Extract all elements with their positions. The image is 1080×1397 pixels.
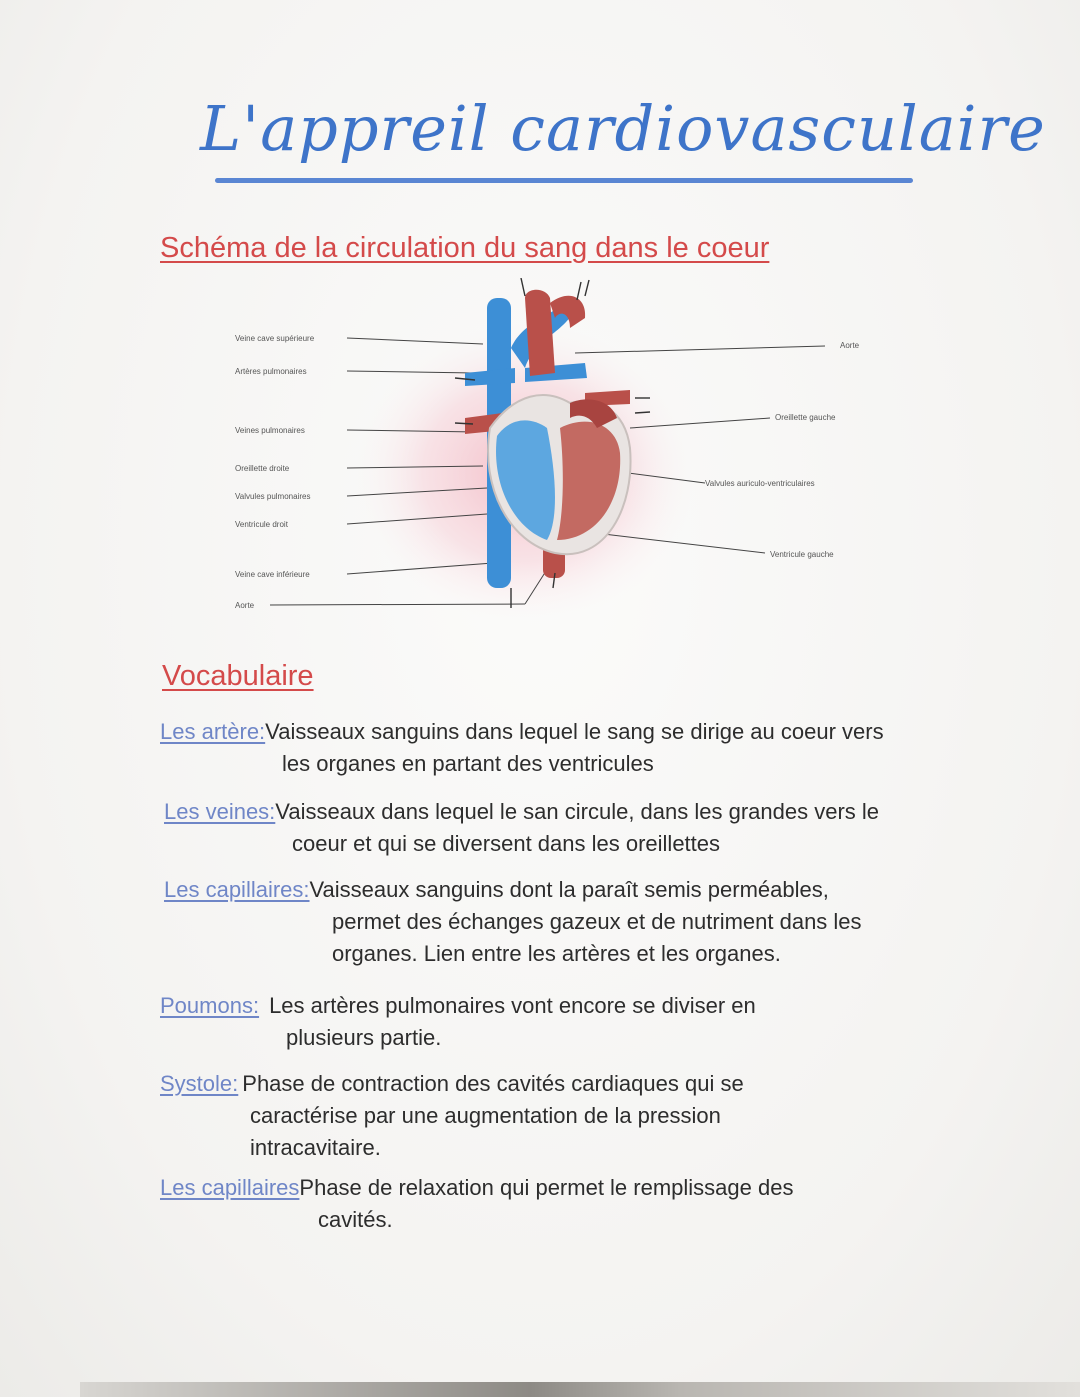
- vocab-term: Les capillaires:: [164, 877, 310, 902]
- vocab-term: Les capillaires: [160, 1175, 300, 1200]
- vocab-entry-capillaires: [164, 874, 862, 970]
- vocab-entry-veines: [164, 796, 879, 860]
- vocab-def-line: les organes en partant des ventricules: [282, 751, 654, 776]
- vocab-def-line: Vaisseaux dans lequel le san circule, dans les grandes vers le: [275, 799, 880, 824]
- vocab-term: Les artère:: [160, 719, 266, 744]
- vocab-term: Poumons:: [160, 993, 260, 1018]
- vocab-def-line: Phase de contraction des cavités cardiaques qui se: [242, 1071, 744, 1096]
- label-oreillette-droite: Oreillette droite: [235, 464, 290, 473]
- vocab-def-line: Vaisseaux sanguins dans lequel le sang se dirige au coeur vers: [265, 719, 884, 744]
- title-underline: [215, 178, 913, 183]
- heart-illustration: [225, 278, 885, 628]
- page-edge-shadow: [80, 1382, 1080, 1397]
- vocab-def-line: Les artères pulmonaires vont encore se diviser en: [269, 993, 756, 1018]
- label-veine-cave-sup: Veine cave supérieure: [235, 334, 315, 343]
- label-arteres-pulmonaires: Artères pulmonaires: [235, 367, 307, 376]
- vocab-def-line: organes. Lien entre les artères et les organes.: [332, 941, 781, 966]
- vocab-term: Les veines:: [164, 799, 276, 824]
- heart-diagram: [225, 278, 885, 628]
- vocab-heading: Vocabulaire: [162, 660, 314, 692]
- vocab-def-line: plusieurs partie.: [286, 1025, 442, 1050]
- label-veines-pulmonaires: Veines pulmonaires: [235, 426, 305, 435]
- schema-heading: Schéma de la circulation du sang dans le coeur: [160, 232, 770, 264]
- vocab-entry-diastole: [160, 1172, 793, 1236]
- vocab-def-line: permet des échanges gazeux et de nutriment dans les: [332, 909, 862, 934]
- vocab-entry-poumons: [160, 990, 756, 1054]
- vocab-term: Systole:: [160, 1071, 239, 1096]
- label-valvules-auriculo: Valvules auriculo-ventriculaires: [705, 479, 815, 488]
- page-title: L'appreil cardiovasculaire: [200, 92, 1046, 165]
- label-valvules-pulmonaires: Valvules pulmonaires: [235, 492, 311, 501]
- vocab-def-line: caractérise par une augmentation de la pression: [250, 1103, 721, 1128]
- vocab-def-line: cavités.: [318, 1207, 393, 1232]
- label-veine-cave-inf: Veine cave inférieure: [235, 570, 310, 579]
- label-oreillette-gauche: Oreillette gauche: [775, 413, 836, 422]
- vocab-def-line: intracavitaire.: [250, 1135, 381, 1160]
- label-ventricule-droit: Ventricule droit: [235, 520, 288, 529]
- vocab-entry-systole: [160, 1068, 744, 1164]
- vocab-entry-arteres: [160, 716, 884, 780]
- vocab-def-line: Vaisseaux sanguins dont la paraît semis perméables,: [309, 877, 829, 902]
- label-ventricule-gauche: Ventricule gauche: [770, 550, 834, 559]
- label-aorte-left: Aorte: [235, 601, 255, 610]
- label-aorte-right: Aorte: [840, 341, 860, 350]
- vocab-def-line: coeur et qui se diversent dans les oreillettes: [292, 831, 721, 856]
- vocab-def-line: Phase de relaxation qui permet le remplissage des: [299, 1175, 794, 1200]
